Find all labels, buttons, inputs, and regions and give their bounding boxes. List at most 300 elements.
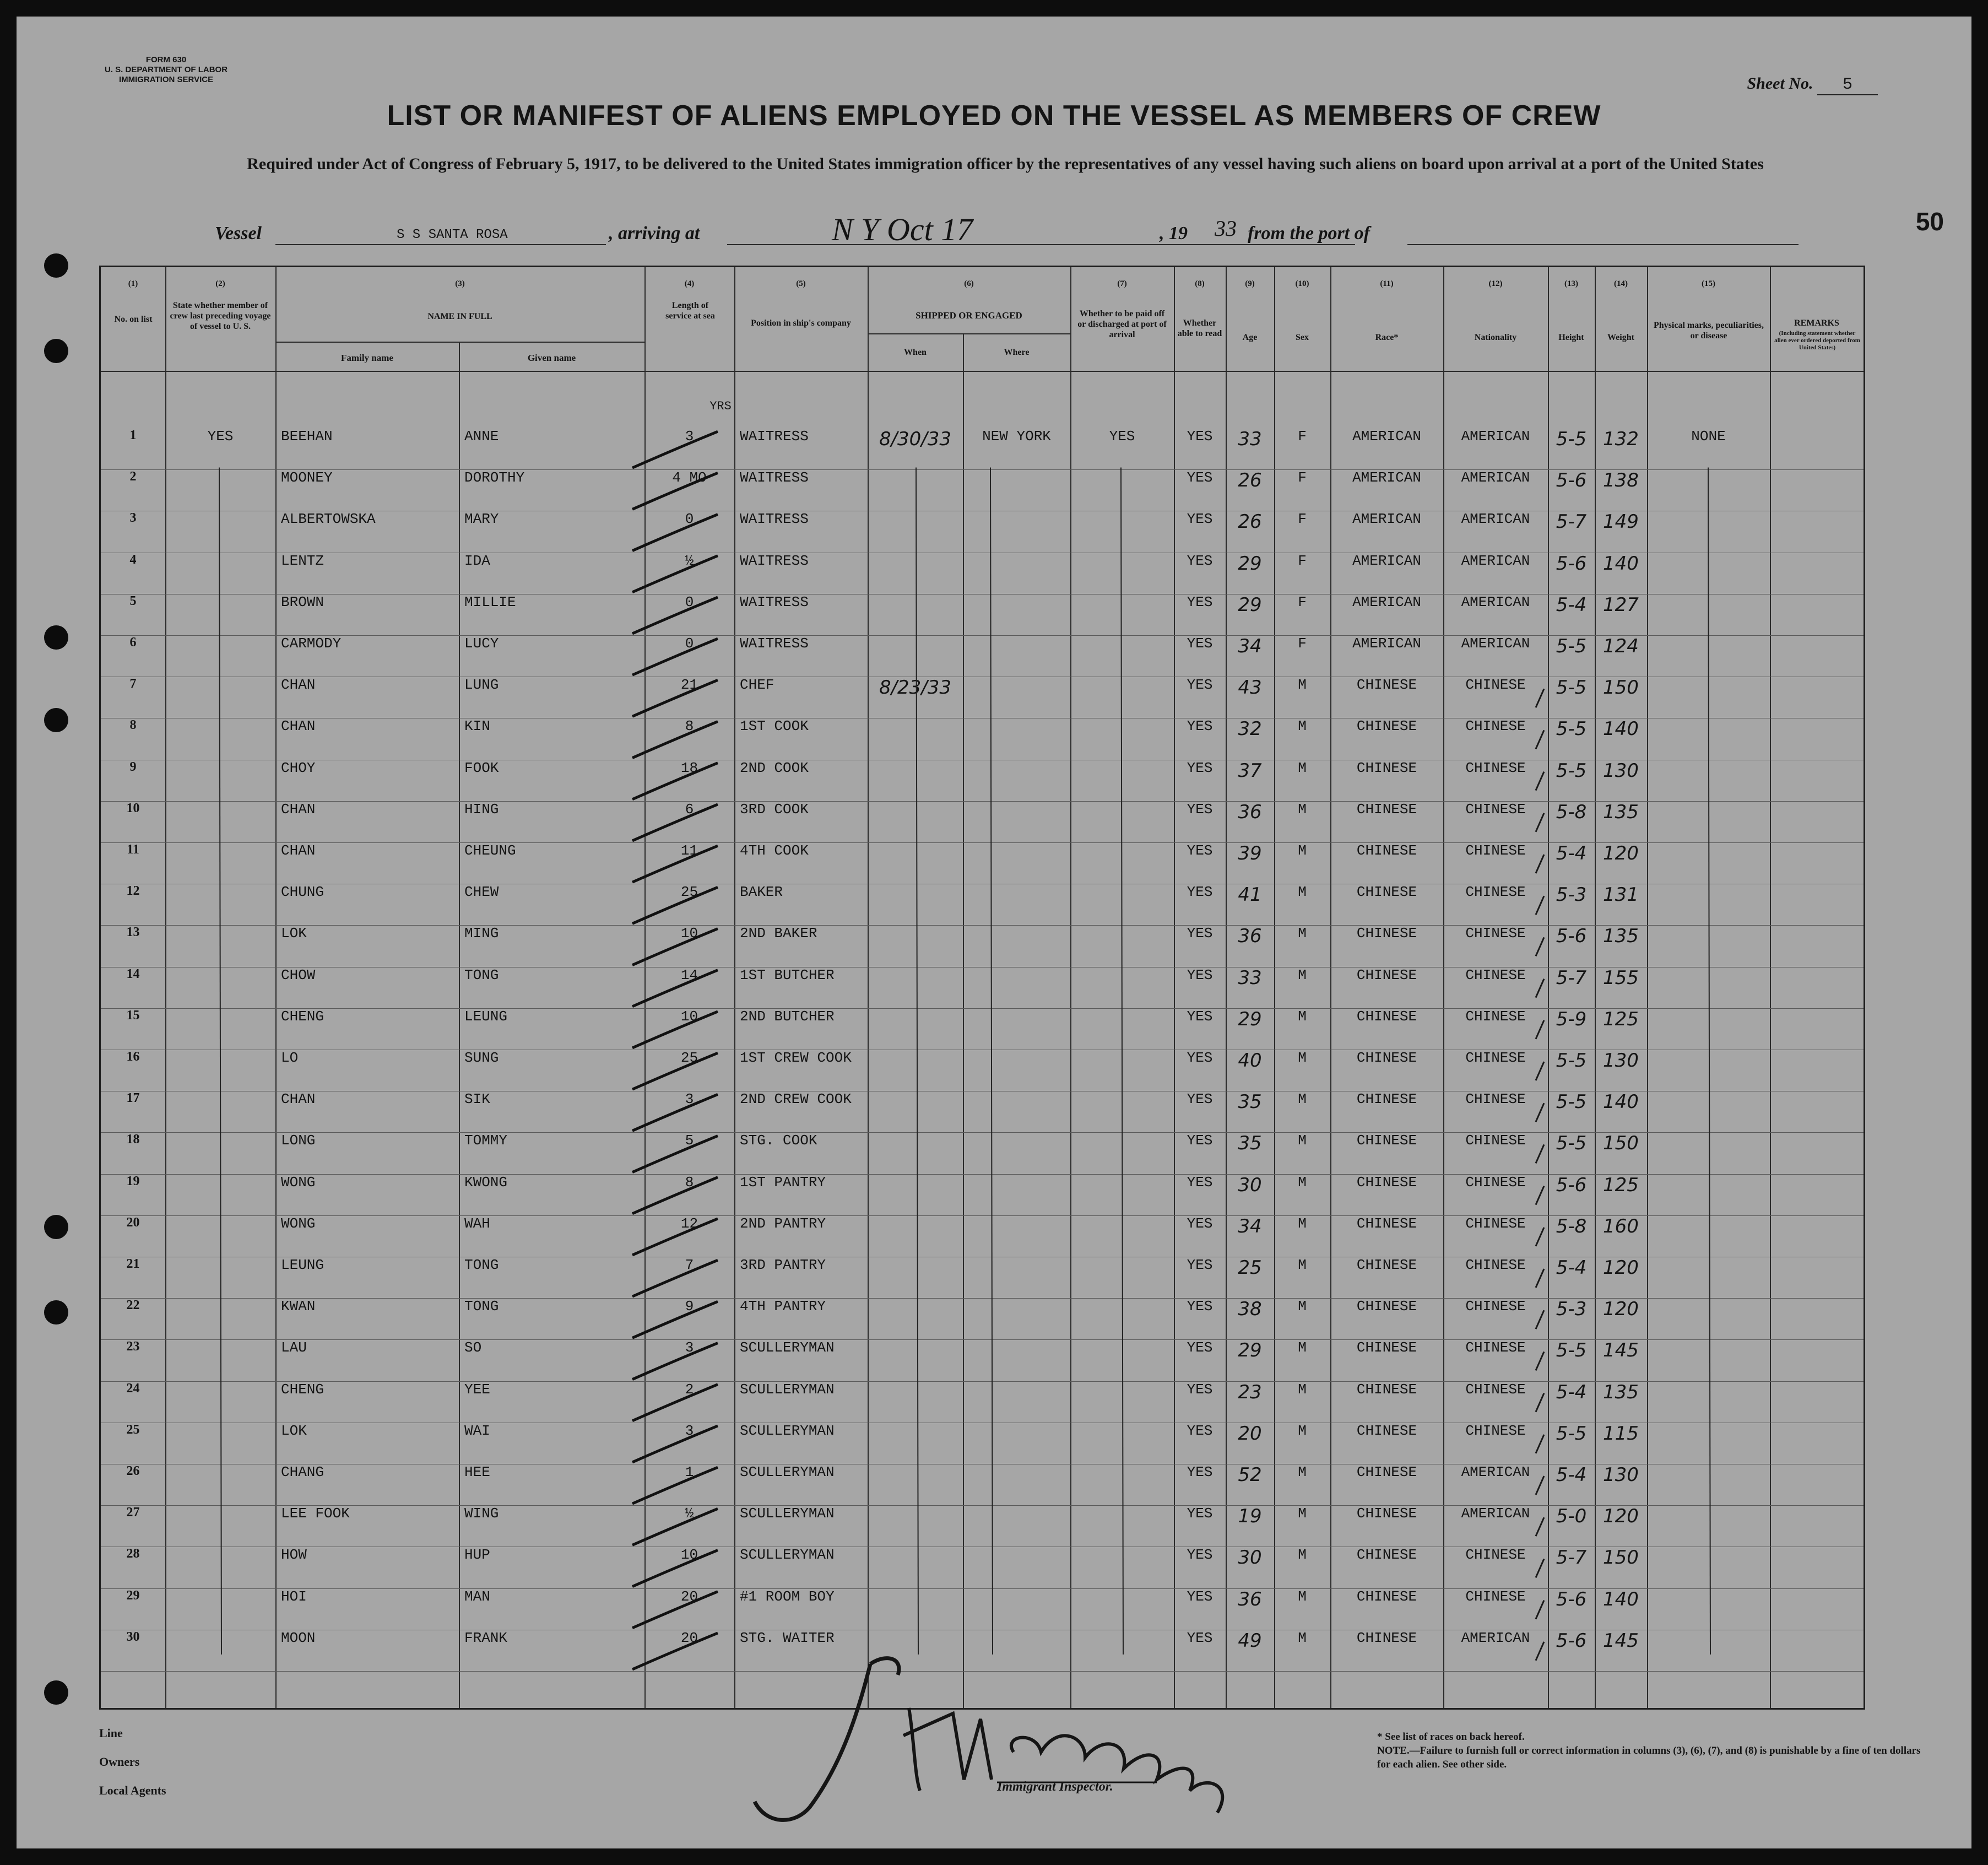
race-cell: CHINESE [1356, 759, 1417, 776]
shipped-where-cell [963, 469, 1070, 511]
given-name-cell: ANNE [464, 428, 499, 445]
previous-voyage-cell [165, 1505, 275, 1547]
vessel-line [215, 212, 1812, 251]
previous-voyage-cell [165, 967, 275, 1008]
able-to-read-cell: YES [1187, 884, 1213, 901]
previous-voyage-cell [165, 842, 275, 884]
paid-off-cell [1070, 884, 1174, 925]
shipped-when-cell [868, 1008, 963, 1050]
race-cell: CHINESE [1356, 1339, 1417, 1356]
nationality-cell: CHINESE [1465, 1215, 1526, 1232]
shipped-when-cell [868, 801, 963, 842]
header-sex: Sex [1296, 333, 1309, 342]
physical-marks-cell [1647, 884, 1770, 925]
punch-hole [44, 625, 68, 650]
header-name-in-full: NAME IN FULL [427, 312, 492, 321]
race-cell: CHINESE [1356, 884, 1417, 901]
weight-cell: 135 [1603, 801, 1639, 823]
position-cell: SCULLERYMAN [740, 1547, 835, 1564]
weight-cell: 130 [1603, 1050, 1639, 1072]
shipped-when-cell [868, 1091, 963, 1132]
col-number: (12) [1488, 279, 1503, 288]
shipped-subheader-rule [868, 333, 1070, 334]
nationality-cell: CHINESE [1465, 718, 1526, 735]
table-row [101, 1298, 1864, 1339]
nationality-cell: CHINESE [1465, 925, 1526, 942]
previous-voyage-cell [165, 1050, 275, 1091]
position-cell: CHEF [740, 677, 774, 694]
race-cell: CHINESE [1356, 1505, 1417, 1522]
position-cell: #1 ROOM BOY [740, 1588, 835, 1605]
race-cell: AMERICAN [1352, 593, 1421, 610]
row-number-cell: 25 [126, 1422, 140, 1437]
sheet-number-value: 5 [1817, 75, 1878, 95]
punch-hole [44, 1300, 68, 1325]
age-cell: 36 [1238, 925, 1262, 948]
family-name-cell: BROWN [281, 593, 324, 610]
position-cell: 3RD COOK [740, 801, 809, 818]
weight-cell: 125 [1603, 1008, 1639, 1030]
shipped-where-cell: NEW YORK [982, 428, 1051, 445]
shipped-when-cell [868, 1132, 963, 1174]
shipped-when-cell [868, 842, 963, 884]
position-cell: STG. COOK [740, 1132, 817, 1149]
family-name-cell: LEUNG [281, 1257, 324, 1273]
length-of-service-cell: 20 [680, 1629, 698, 1646]
shipped-when-cell [868, 1505, 963, 1547]
sex-cell: M [1298, 1132, 1307, 1149]
position-cell: SCULLERYMAN [740, 1381, 835, 1398]
able-to-read-cell: YES [1187, 1588, 1213, 1605]
paid-off-cell [1070, 469, 1174, 511]
nationality-cell: CHINESE [1465, 801, 1526, 818]
height-cell: 5-4 [1556, 842, 1587, 864]
age-cell: 29 [1238, 552, 1262, 575]
height-cell: 5-6 [1556, 1588, 1587, 1610]
table-row [101, 594, 1864, 635]
height-cell: 5-4 [1556, 1257, 1587, 1279]
physical-marks-cell [1647, 1008, 1770, 1050]
weight-cell: 120 [1603, 842, 1639, 864]
height-cell: 5-0 [1556, 1505, 1587, 1528]
sex-cell: M [1298, 1174, 1307, 1191]
col-number: (11) [1380, 279, 1394, 288]
able-to-read-cell: YES [1187, 1464, 1213, 1480]
position-cell: WAITRESS [740, 511, 809, 528]
inspector-signature [705, 1642, 1283, 1835]
row-number-cell: 9 [129, 759, 137, 774]
family-name-cell: HOI [281, 1588, 307, 1605]
shipped-when-cell: 8/30/33 [879, 428, 952, 450]
given-name-cell: MING [464, 925, 499, 942]
nationality-cell: AMERICAN [1461, 511, 1530, 528]
paid-off-cell [1070, 677, 1174, 718]
table-row [101, 718, 1864, 759]
position-cell: SCULLERYMAN [740, 1464, 835, 1480]
year-value: 33 [1215, 216, 1237, 241]
able-to-read-cell: YES [1187, 842, 1213, 859]
header-given-name: Given name [527, 353, 576, 363]
shipped-where-cell [963, 1588, 1070, 1630]
given-name-cell: IDA [464, 552, 490, 569]
shipped-when-cell [868, 635, 963, 677]
age-cell: 41 [1238, 884, 1262, 906]
table-row [101, 801, 1864, 842]
nationality-cell: CHINESE [1465, 1547, 1526, 1564]
nationality-cell: AMERICAN [1461, 1464, 1530, 1480]
family-name-cell: LO [281, 1050, 299, 1066]
previous-voyage-cell [165, 1008, 275, 1050]
given-name-cell: KIN [464, 718, 490, 735]
position-cell: WAITRESS [740, 428, 809, 445]
family-name-cell: CHENG [281, 1008, 324, 1025]
vessel-fill-line [275, 244, 606, 245]
race-cell: AMERICAN [1352, 428, 1421, 445]
arrival-value: N Y Oct 17 [832, 212, 973, 247]
sex-cell: F [1298, 552, 1307, 569]
weight-cell: 160 [1603, 1215, 1639, 1237]
height-cell: 5-7 [1556, 1547, 1587, 1569]
position-cell: 1ST PANTRY [740, 1174, 826, 1191]
family-name-cell: HOW [281, 1547, 307, 1564]
weight-cell: 120 [1603, 1505, 1639, 1528]
sex-cell: M [1298, 842, 1307, 859]
row-number-cell: 7 [129, 677, 137, 691]
able-to-read-cell: YES [1187, 1050, 1213, 1066]
given-name-cell: MAN [464, 1588, 490, 1605]
footer-labels [99, 1719, 166, 1805]
weight-cell: 145 [1603, 1629, 1639, 1652]
able-to-read-cell: YES [1187, 925, 1213, 942]
height-cell: 5-5 [1556, 718, 1587, 740]
weight-cell: 125 [1603, 1174, 1639, 1196]
arriving-fill-line [727, 244, 1355, 245]
document-subtitle: Required under Act of Congress of February 5, 1917, to be delivered to the United States immigration officer by the representatives of any vessel having such aliens on board upon arrival at a port of the United States [247, 155, 1764, 173]
family-name-cell: WONG [281, 1174, 316, 1191]
length-of-service-cell: 9 [685, 1298, 694, 1315]
shipped-where-cell [963, 842, 1070, 884]
physical-marks-cell [1647, 1464, 1770, 1505]
sex-cell: M [1298, 1547, 1307, 1564]
shipped-where-cell [963, 884, 1070, 925]
header-race: Race* [1375, 333, 1399, 342]
table-row [101, 1547, 1864, 1588]
table-row [101, 1505, 1864, 1547]
physical-marks-cell [1647, 967, 1770, 1008]
age-cell: 49 [1238, 1629, 1262, 1652]
shipped-when-cell [868, 1381, 963, 1423]
sex-cell: M [1298, 1298, 1307, 1315]
table-row [101, 1050, 1864, 1091]
col-number: (7) [1117, 279, 1127, 288]
row-number-cell: 28 [126, 1547, 140, 1561]
col-number: (10) [1295, 279, 1309, 288]
weight-cell: 120 [1603, 1298, 1639, 1321]
sex-cell: M [1298, 1339, 1307, 1356]
nationality-cell: AMERICAN [1461, 1629, 1530, 1646]
header-able-to-read: Whether able to read [1177, 318, 1222, 338]
physical-marks-cell [1647, 1257, 1770, 1298]
able-to-read-cell: YES [1187, 718, 1213, 735]
age-cell: 20 [1238, 1422, 1262, 1445]
length-of-service-cell: ½ [685, 552, 694, 569]
shipped-where-cell [963, 1505, 1070, 1547]
shipped-when-cell [868, 1339, 963, 1381]
race-cell: CHINESE [1356, 1464, 1417, 1480]
height-cell: 5-6 [1556, 552, 1587, 575]
height-cell: 5-6 [1556, 1174, 1587, 1196]
previous-voyage-cell [165, 553, 275, 594]
previous-voyage-cell [165, 1423, 275, 1464]
physical-marks-cell [1647, 1132, 1770, 1174]
row-number-cell: 1 [129, 428, 137, 442]
previous-voyage-cell [165, 1588, 275, 1630]
length-of-service-cell: 3 [685, 1422, 694, 1439]
able-to-read-cell: YES [1187, 1505, 1213, 1522]
age-cell: 29 [1238, 1008, 1262, 1030]
family-name-cell: MOONEY [281, 469, 333, 486]
row-number-cell: 5 [129, 593, 137, 608]
paid-off-cell [1070, 1298, 1174, 1339]
table-row [101, 1091, 1864, 1132]
paid-off-cell [1070, 1505, 1174, 1547]
physical-marks-cell [1647, 1174, 1770, 1215]
given-name-cell: SUNG [464, 1050, 499, 1066]
given-name-cell: FOOK [464, 759, 499, 776]
nationality-cell: AMERICAN [1461, 593, 1530, 610]
shipped-when-cell [868, 1174, 963, 1215]
row-number-cell: 15 [126, 1008, 140, 1023]
race-cell: CHINESE [1356, 925, 1417, 942]
shipped-when-cell [868, 594, 963, 635]
nationality-cell: CHINESE [1465, 1050, 1526, 1066]
able-to-read-cell: YES [1187, 1381, 1213, 1398]
length-of-service-cell: 8 [685, 718, 694, 735]
position-cell: 1ST BUTCHER [740, 966, 835, 983]
paid-off-cell [1070, 1257, 1174, 1298]
physical-marks-cell [1647, 594, 1770, 635]
age-cell: 30 [1238, 1547, 1262, 1569]
table-row [101, 428, 1864, 469]
family-name-cell: LEE FOOK [281, 1505, 350, 1522]
sex-cell: F [1298, 469, 1307, 486]
length-of-service-cell: 0 [685, 635, 694, 652]
race-note: * See list of races on back hereof. [1377, 1731, 1525, 1743]
shipped-where-cell [963, 1464, 1070, 1505]
able-to-read-cell: YES [1187, 1008, 1213, 1025]
nationality-cell: CHINESE [1465, 1298, 1526, 1315]
age-cell: 32 [1238, 718, 1262, 740]
height-cell: 5-3 [1556, 1298, 1587, 1321]
paid-off-cell [1070, 1339, 1174, 1381]
position-cell: 2ND BAKER [740, 925, 817, 942]
sheet-number-label: Sheet No. [1747, 74, 1813, 93]
shipped-when-cell [868, 1588, 963, 1630]
weight-cell: 140 [1603, 718, 1639, 740]
header-shipped-or-engaged: SHIPPED OR ENGAGED [916, 310, 1022, 321]
age-cell: 40 [1238, 1050, 1262, 1072]
shipped-where-cell [963, 760, 1070, 801]
shipped-when-cell [868, 1298, 963, 1339]
shipped-where-cell [963, 553, 1070, 594]
length-of-service-cell: 14 [680, 966, 698, 983]
paid-off-cell [1070, 801, 1174, 842]
paid-off-cell [1070, 1381, 1174, 1423]
race-cell: CHINESE [1356, 1008, 1417, 1025]
sex-cell: M [1298, 966, 1307, 983]
physical-marks-cell [1647, 801, 1770, 842]
nationality-cell: AMERICAN [1461, 428, 1530, 445]
page-number: 50 [1915, 207, 1944, 236]
paid-off-cell [1070, 718, 1174, 759]
physical-marks-cell [1647, 1091, 1770, 1132]
paid-off-cell [1070, 635, 1174, 677]
position-cell: 2ND BUTCHER [740, 1008, 835, 1025]
physical-marks-cell: NONE [1691, 428, 1726, 445]
sex-cell: F [1298, 511, 1307, 528]
given-name-cell: TONG [464, 1257, 499, 1273]
previous-voyage-cell [165, 801, 275, 842]
able-to-read-cell: YES [1187, 1132, 1213, 1149]
previous-voyage-cell [165, 760, 275, 801]
table-row [101, 1174, 1864, 1215]
height-cell: 5-8 [1556, 801, 1587, 823]
race-cell: CHINESE [1356, 1215, 1417, 1232]
col-number: (2) [215, 279, 225, 288]
given-name-cell: SO [464, 1339, 482, 1356]
nationality-cell: CHINESE [1465, 1132, 1526, 1149]
physical-marks-cell [1647, 553, 1770, 594]
race-cell: AMERICAN [1352, 511, 1421, 528]
given-name-cell: CHEW [464, 884, 499, 901]
document-title: LIST OR MANIFEST OF ALIENS EMPLOYED ON THE VESSEL AS MEMBERS OF CREW [387, 100, 1601, 132]
row-number-cell: 4 [129, 552, 137, 567]
table-row [101, 842, 1864, 884]
table-row [101, 1381, 1864, 1423]
paid-off-cell [1070, 967, 1174, 1008]
previous-voyage-cell [165, 677, 275, 718]
able-to-read-cell: YES [1187, 1215, 1213, 1232]
race-cell: CHINESE [1356, 1422, 1417, 1439]
header-divider [101, 371, 1864, 372]
row-number-cell: 14 [126, 966, 140, 981]
race-cell: CHINESE [1356, 1588, 1417, 1605]
previous-voyage-cell [165, 1464, 275, 1505]
previous-voyage-cell: YES [207, 428, 234, 445]
height-cell: 5-7 [1556, 966, 1587, 989]
row-number-cell: 24 [126, 1381, 140, 1396]
table-row [101, 1132, 1864, 1174]
paid-off-cell [1070, 1050, 1174, 1091]
race-cell: CHINESE [1356, 1629, 1417, 1646]
col-number: (8) [1195, 279, 1205, 288]
service-name: IMMIGRATION SERVICE [118, 75, 214, 84]
col-number: (9) [1245, 279, 1255, 288]
race-cell: CHINESE [1356, 1174, 1417, 1191]
able-to-read-cell: YES [1187, 428, 1213, 445]
col-number: (13) [1564, 279, 1578, 288]
row-number-cell: 29 [126, 1588, 140, 1603]
shipped-when-cell [868, 967, 963, 1008]
length-of-service-cell: 8 [685, 1174, 694, 1191]
manifest-sheet [17, 17, 1971, 1848]
sex-cell: M [1298, 884, 1307, 901]
sex-cell: M [1298, 759, 1307, 776]
shipped-when-cell [868, 1257, 963, 1298]
physical-marks-cell [1647, 760, 1770, 801]
paid-off-cell [1070, 1132, 1174, 1174]
previous-voyage-cell [165, 1257, 275, 1298]
shipped-when-cell [868, 1215, 963, 1257]
sex-cell: M [1298, 1464, 1307, 1480]
table-row [101, 1423, 1864, 1464]
paid-off-cell [1070, 1091, 1174, 1132]
row-number-cell: 12 [126, 884, 140, 899]
sheet-number [1747, 74, 1878, 95]
age-cell: 29 [1238, 593, 1262, 616]
shipped-when-cell [868, 1464, 963, 1505]
sex-cell: M [1298, 925, 1307, 942]
age-cell: 52 [1238, 1464, 1262, 1486]
race-cell: CHINESE [1356, 1132, 1417, 1149]
weight-cell: 140 [1603, 552, 1639, 575]
able-to-read-cell: YES [1187, 1174, 1213, 1191]
department-name: U. S. DEPARTMENT OF LABOR [105, 65, 228, 74]
height-cell: 5-5 [1556, 1422, 1587, 1445]
table-row [101, 967, 1864, 1008]
punch-hole [44, 708, 68, 732]
able-to-read-cell: YES [1187, 677, 1213, 694]
previous-voyage-cell [165, 925, 275, 966]
paid-off-cell [1070, 511, 1174, 552]
owners-label: Owners [99, 1755, 140, 1769]
length-of-service-cell: 25 [680, 884, 698, 901]
able-to-read-cell: YES [1187, 1422, 1213, 1439]
col-number: (4) [684, 279, 695, 288]
family-name-cell: LOK [281, 925, 307, 942]
shipped-where-cell [963, 635, 1070, 677]
nationality-cell: CHINESE [1465, 1091, 1526, 1108]
family-name-cell: LENTZ [281, 552, 324, 569]
position-cell: 1ST CREW COOK [740, 1050, 852, 1066]
given-name-cell: DOROTHY [464, 469, 525, 486]
age-cell: 34 [1238, 635, 1262, 657]
sex-cell: M [1298, 1381, 1307, 1398]
position-cell: WAITRESS [740, 552, 809, 569]
length-of-service-cell: 0 [685, 593, 694, 610]
previous-voyage-cell [165, 1215, 275, 1257]
row-number-cell: 2 [129, 469, 137, 484]
shipped-when-cell [868, 1423, 963, 1464]
weight-cell: 132 [1603, 428, 1639, 450]
position-cell: 3RD PANTRY [740, 1257, 826, 1273]
table-row [101, 1008, 1864, 1050]
nationality-cell: CHINESE [1465, 1008, 1526, 1025]
col-number: (5) [796, 279, 806, 288]
length-of-service-cell: 5 [685, 1132, 694, 1149]
table-row [101, 553, 1864, 594]
height-cell: 5-3 [1556, 884, 1587, 906]
given-name-cell: WAI [464, 1422, 490, 1439]
height-cell: 5-5 [1556, 1091, 1587, 1113]
row-number-cell: 18 [126, 1132, 140, 1147]
header-when: When [904, 348, 927, 357]
shipped-where-cell [963, 677, 1070, 718]
nationality-cell: CHINESE [1465, 1422, 1526, 1439]
able-to-read-cell: YES [1187, 1547, 1213, 1564]
sex-cell: M [1298, 1422, 1307, 1439]
shipped-where-cell [963, 925, 1070, 966]
